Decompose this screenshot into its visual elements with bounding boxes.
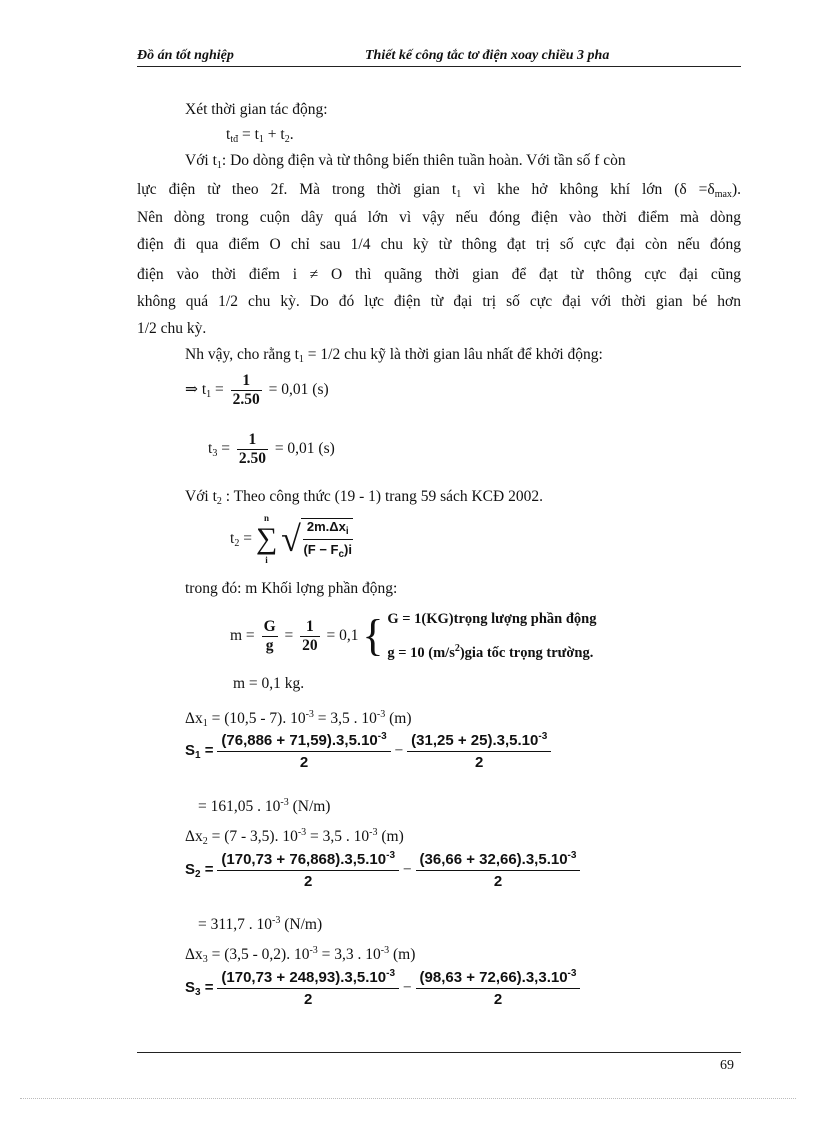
equation-mass: m = $\frac{G}{g}$ = $\frac{1}{20}$ = 0,1 { G = 1(KG)trọng lượng phần động g = 10 $(m/s^2)gia$ tốc trọng trường. xyxy=(230,611,597,661)
header-right: Thiết kế công tắc tơ điện xoay chiều 3 pha xyxy=(365,48,610,63)
equation-s2: $S_2$ = $\frac{(170,73 + 76,868).3,5.10^{-3}}{2}$ − $\frac{(36,66 + 32,66).3,5.10^{-3}}{2}$ xyxy=(185,850,580,890)
footer-rule xyxy=(137,1052,741,1053)
text-para1-line4: điện đi qua điểm O chỉ sau 1/4 chu kỳ từ thông đạt trị số cực đại còn nếu đóng xyxy=(137,236,741,253)
text-para1-line6: không quá 1/2 chu kỳ. Do đó lực điện từ đại trị số cực đại với thời gian bé hơn xyxy=(137,293,741,310)
text-dx3: $\Delta x_3 = (3,5 - 0,2)$. $10^{-3} = 3,3$ . $10^{-3}$ (m) xyxy=(185,945,416,965)
text-mass-value: m = 0,1 kg. xyxy=(233,675,305,692)
text-para1-line7: 1/2 chu kỳ. xyxy=(137,320,207,337)
text-para1-line3: Nên dòng trong cuộn dây quá lớn vì vậy nếu đóng điện vào thời điểm mà dòng xyxy=(137,209,741,226)
text-para3: Với $t_2$ : Theo công thức (19 - 1) trang 59 sách KCĐ 2002. xyxy=(185,488,543,507)
text-line-1: Xét thời gian tác động: xyxy=(185,101,328,118)
text-s2-result: = 311,7 . $10^{-3}$ (N/m) xyxy=(198,915,323,933)
equation-t1: ⇒ $t_1$ = $\frac{1}{2.50}$ = 0,01 (s) xyxy=(185,372,329,408)
text-para4: trong đó: m Khối lợng phần động: xyxy=(185,580,398,597)
equation-s1: $S_1$ = $\frac{(76,886 + 71,59).3,5.10^{-3}}{2}$ − $\frac{(31,25 + 25).3,5.10^{-3}}{2}$ xyxy=(185,731,551,771)
text-para1-line5: điện vào thời điểm i ≠ O thì quãng thời gian để đạt từ thông cực đại cũng xyxy=(137,266,741,283)
text-line-2: $t_{tđ} = t_1 + t_2$. xyxy=(226,126,294,145)
page-bottom-dots xyxy=(20,1098,796,1099)
equation-t2: $t_2$ = n ∑ i √ $2m.\Delta x_i$ $(F - F_c)i$ xyxy=(230,513,352,565)
text-para1-line2: lực điện từ theo 2f. Mà trong thời gian $t_1$ vì khe hở không khí lớn $(\delta =\delta_{max})$. xyxy=(137,181,741,200)
text-para1-line1: Với $t_1$: Do dòng điện và từ thông biến thiên tuần hoàn. Với tần số f còn xyxy=(185,152,626,171)
text-dx2: $\Delta x_2 = (7 - 3,5)$. $10^{-3} = 3,5$ . $10^{-3}$ (m) xyxy=(185,827,404,847)
text-para2: Nh vậy, cho rằng $t_1 = 1/2$ chu kỹ là thời gian lâu nhất để khởi động: xyxy=(185,346,603,365)
page-number: 69 xyxy=(720,1058,734,1073)
text-s1-result: = 161,05 . $10^{-3}$ (N/m) xyxy=(198,797,331,815)
text-dx1: $\Delta x_1 = (10,5 - 7)$. $10^{-3} = 3,5$ . $10^{-3}$ (m) xyxy=(185,709,412,729)
header-left: Đồ án tốt nghiệp xyxy=(137,48,234,63)
header-rule xyxy=(137,66,741,67)
equation-t3: $t_3$ = $\frac{1}{2.50}$ = 0,01 (s) xyxy=(208,431,335,467)
equation-s3: $S_3$ = $\frac{(170,73 + 248,93).3,5.10^{-3}}{2}$ − $\frac{(98,63 + 72,66).3,3.10^{-3}}{2}$ xyxy=(185,968,580,1008)
